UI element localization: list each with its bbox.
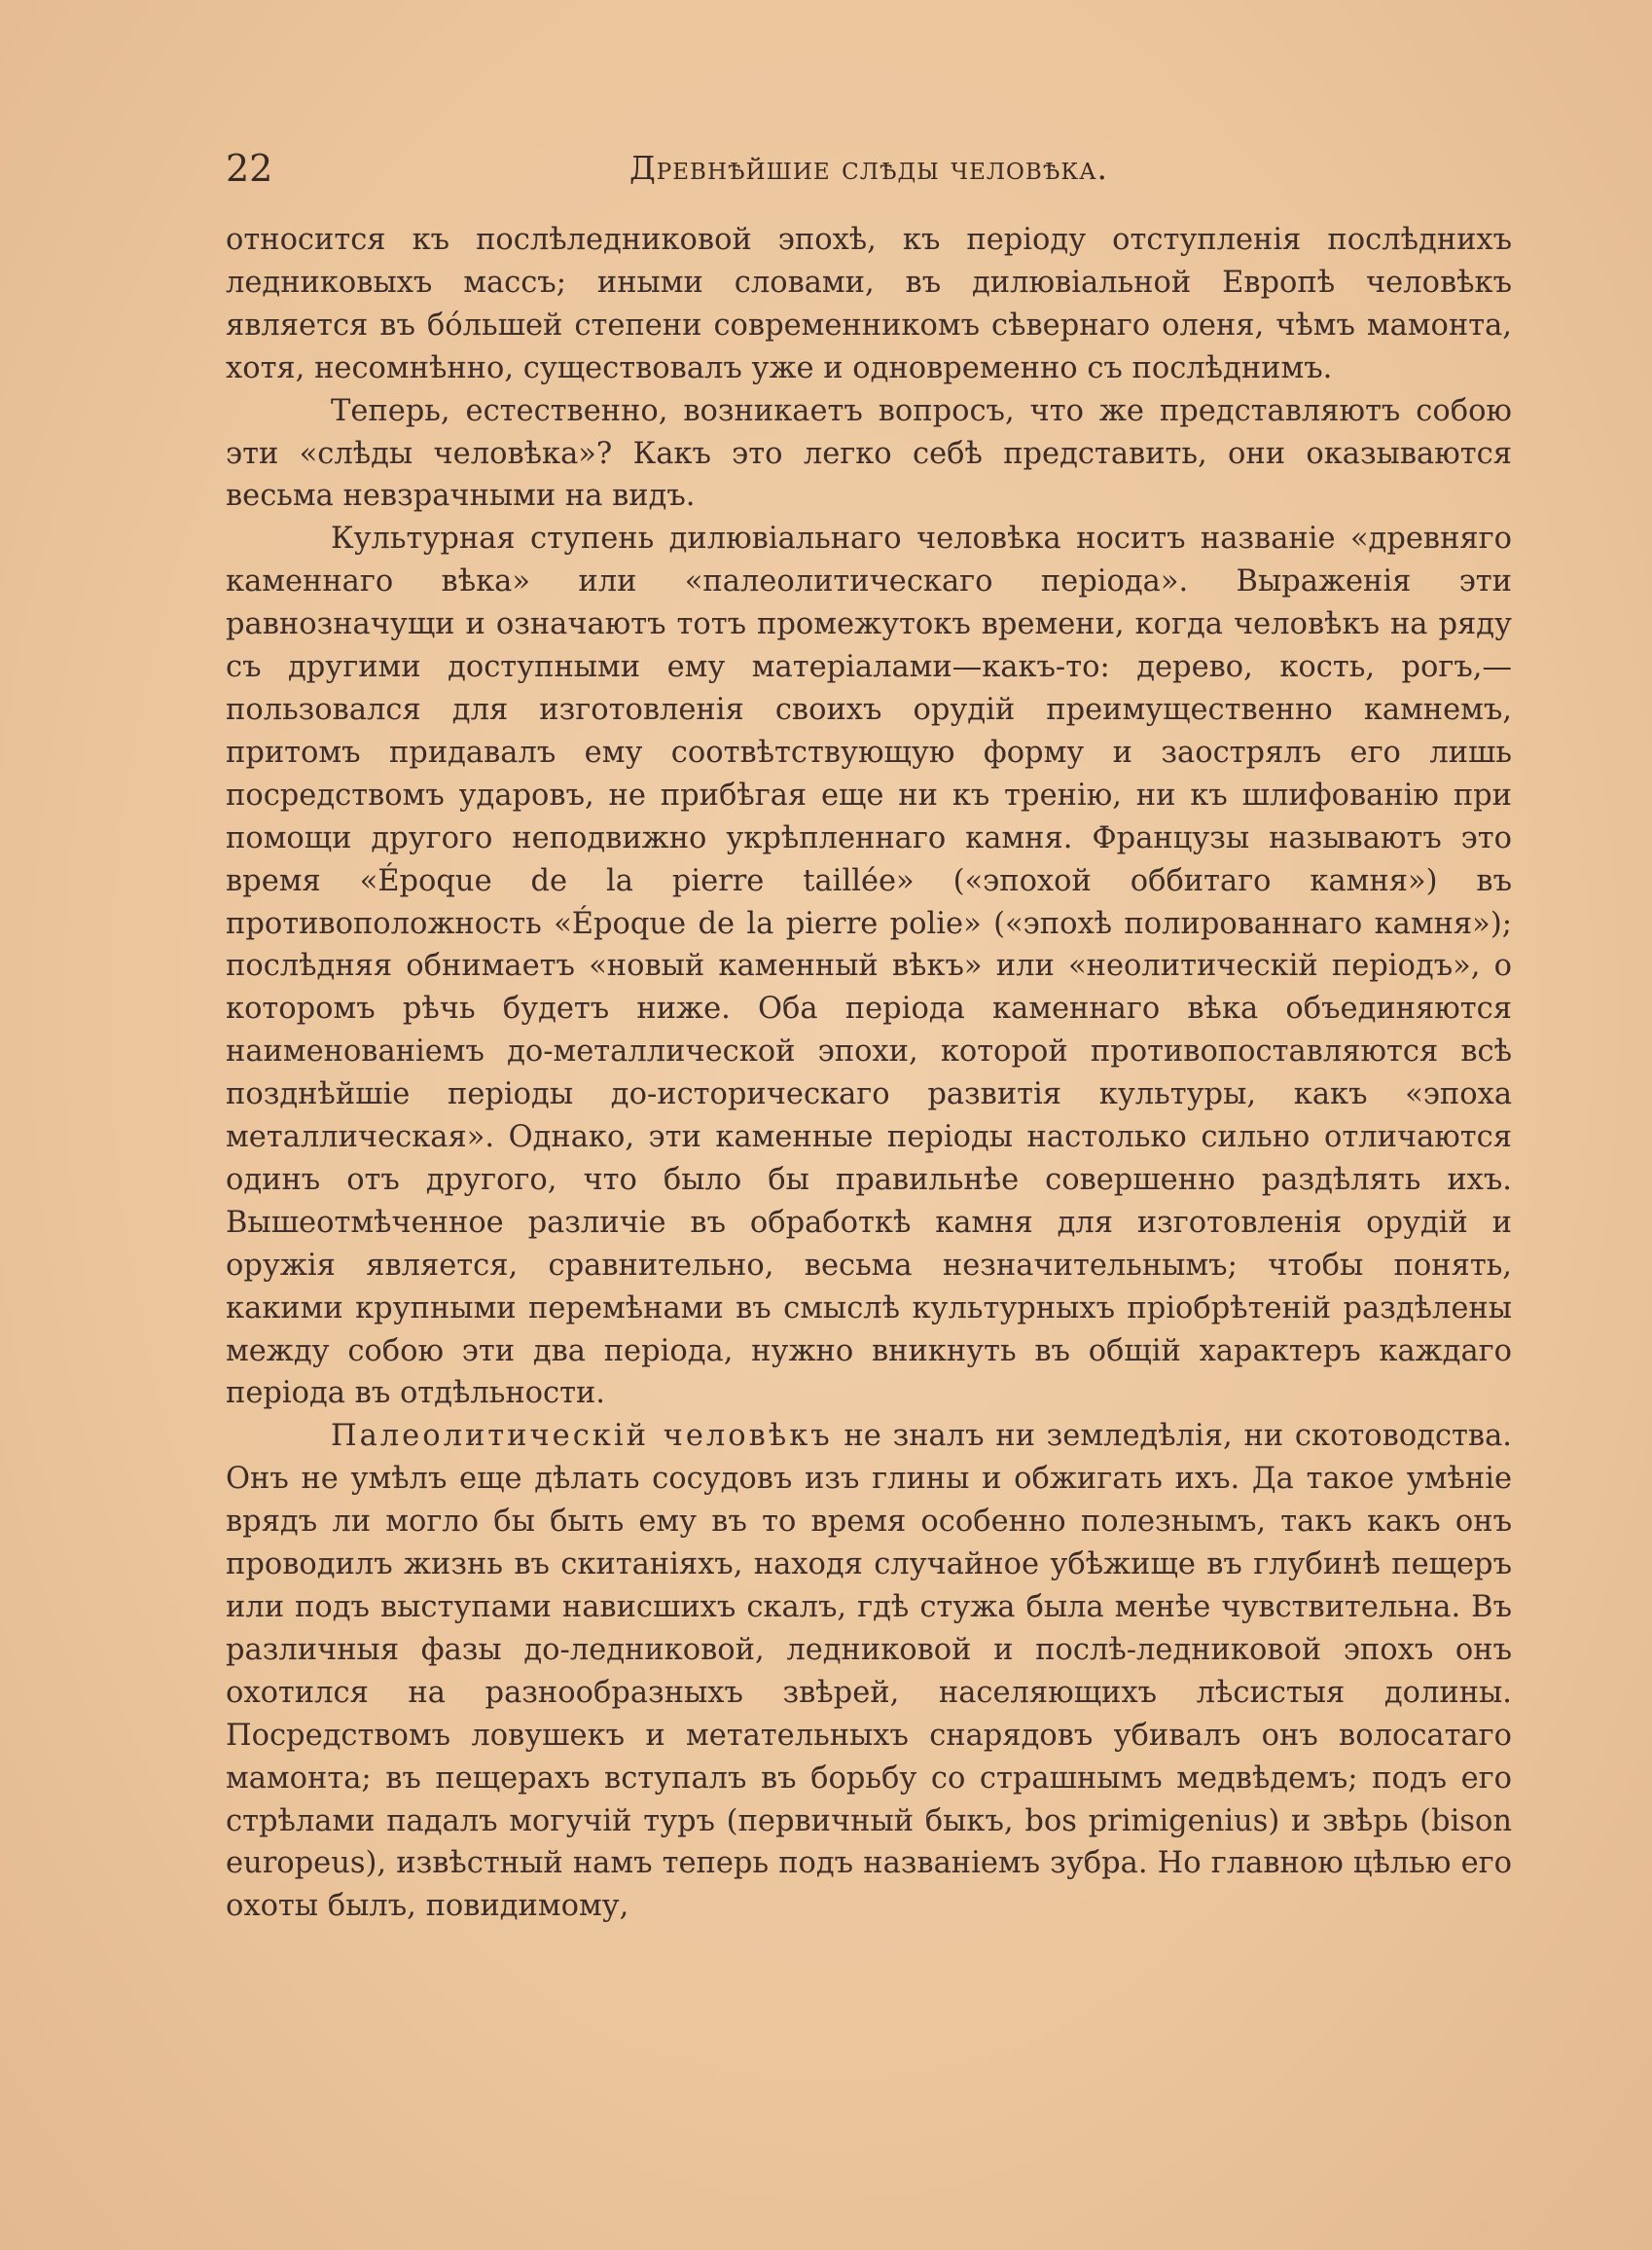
paragraph-cultural-stage: Культурная ступень дилювіальнаго человѣка носитъ названіе «древняго каменнаго вѣка» или «палеолитическаго періода». Выраженія эти равнозначущи и означаютъ тотъ промежутокъ времени, когда человѣкъ на ряду съ другими доступными ему матеріалами—какъ-то: дерево, кость, рогъ,— пользовался для изготовленія своихъ орудій преимущественно камнемъ, притомъ придавалъ ему соотвѣтствующую форму и заострялъ его лишь посредствомъ ударовъ, не прибѣгая еще ни къ тренію, ни къ шлифованію при помощи другого неподвижно укрѣпленнаго камня. Французы называютъ это время «Époque de la pierre taillée» («эпохой оббитаго камня») въ противоположность «Époque de la pierre polie» («эпохѣ полированнаго камня»); послѣдняя обнимаетъ «новый каменный вѣкъ» или «неолитическій періодъ», о которомъ рѣчь будетъ ниже. Оба періода каменнаго вѣка объединяются наименованіемъ до-металлической эпохи, которой противопоставляются всѣ позднѣйшіе періоды до-историческаго развитія культуры, какъ «эпоха металлическая». Однако, эти каменные періоды настолько сильно отличаются одинъ отъ другого, что было бы правильнѣе совершенно раздѣлять ихъ. Вышеотмѣченное различіе въ обработкѣ камня для изготовленія орудій и оружія является, сравнительно, весьма незначительнымъ; чтобы понять, какими крупными перемѣнами въ смыслѣ культурныхъ пріобрѣтеній раздѣлены между собою эти два періода, нужно вникнуть въ общій характеръ каждаго періода въ отдѣльности. bbox=[226, 522, 1512, 1411]
paragraph-continuation: относится къ послѣледниковой эпохѣ, къ періоду отступленія послѣднихъ ледниковыхъ массъ; иными словами, въ дилювіальной Европѣ человѣкъ является въ бóльшей степени современникомъ сѣвернаго оленя, чѣмъ мамонта, хотя, несомнѣнно, существовалъ уже и одновременно съ послѣднимъ. bbox=[226, 223, 1512, 385]
body-text bbox=[226, 219, 1512, 1928]
paragraph-paleolithic-man bbox=[226, 1415, 1512, 1928]
spaced-lead-term: Палеолитическій человѣкъ bbox=[331, 1419, 833, 1454]
paragraph-question: Теперь, естественно, возникаетъ вопросъ, что же представляютъ собою эти «слѣды человѣка»? Какъ это легко себѣ представить, они оказываются весьма невзрачными на видъ. bbox=[226, 393, 1512, 514]
paragraph-paleolithic-text: не зналъ ни земледѣлія, ни скотоводства. Онъ не умѣлъ еще дѣлать сосудовъ изъ глины и обжигать ихъ. Да такое умѣніе врядъ ли могло бы быть ему въ то время особенно полезнымъ, такъ какъ онъ проводилъ жизнь въ скитаніяхъ, находя случайное убѣжище въ глубинѣ пещеръ или подъ выступами нависшихъ скалъ, гдѣ стужа была менѣе чувствительна. Въ различныя фазы до-ледниковой, ледниковой и послѣ-ледниковой эпохъ онъ охотился на разнообразныхъ звѣрей, населяющихъ лѣсистыя долины. Посредствомъ ловушекъ и метательныхъ снарядовъ убивалъ онъ волосатаго мамонта; въ пещерахъ вступалъ въ борьбу со страшнымъ медвѣдемъ; подъ его стрѣлами падалъ могучій туръ (первичный быкъ, bos primigenius) и звѣрь (bison europeus), извѣстный намъ теперь подъ названіемъ зубра. Но главною цѣлью его охоты былъ, повидимому, bbox=[226, 1419, 1512, 1924]
running-title: Древнѣйшие слѣды человѣка. bbox=[628, 149, 1109, 187]
page-header bbox=[226, 144, 1512, 193]
page-number: 22 bbox=[226, 147, 273, 190]
